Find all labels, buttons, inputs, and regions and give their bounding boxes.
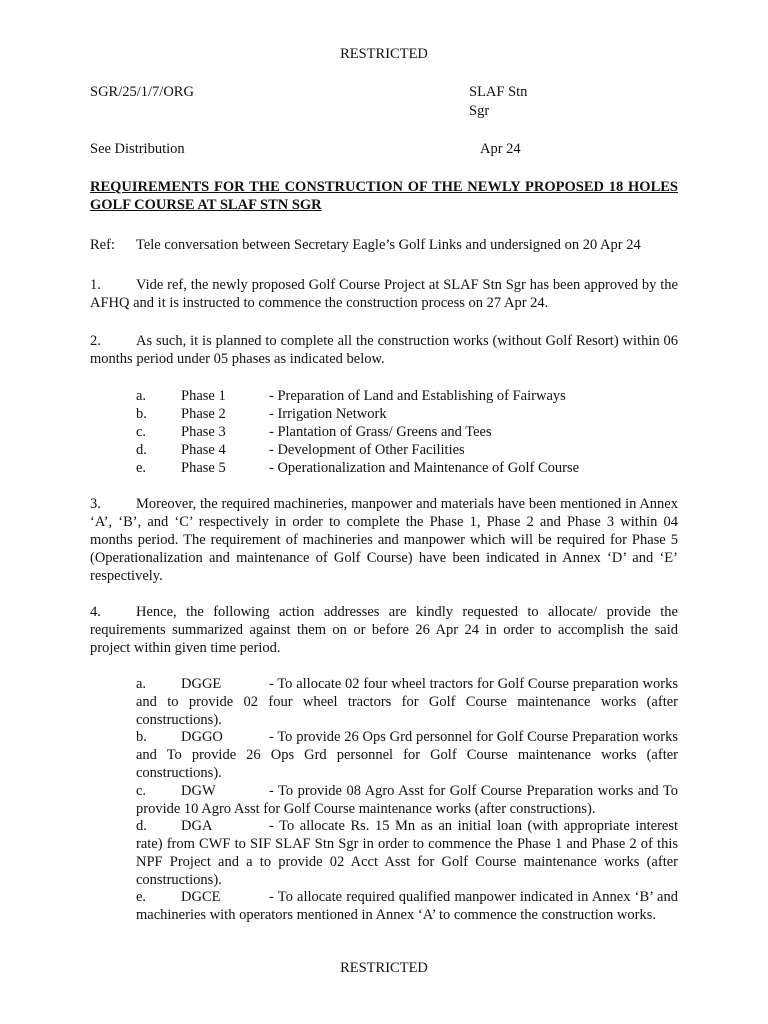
phase-letter: a. — [136, 388, 147, 404]
phase-name: Phase 5 — [181, 460, 226, 476]
phase-description: - Operationalization and Maintenance of Golf Course — [269, 460, 580, 476]
paragraph-2-number: 2. — [90, 333, 101, 349]
action-item-dga — [136, 817, 678, 889]
action-letter: b. — [136, 729, 147, 745]
list-item — [0, 406, 768, 424]
paragraph-1-text: Vide ref, the newly proposed Golf Course Project at SLAF Stn Sgr has been approved by the AFHQ and it is instructed to commence the construction process on 27 Apr 24. — [90, 277, 678, 311]
phase-letter: c. — [136, 424, 147, 440]
action-letter: c. — [136, 783, 147, 799]
action-addressee: DGGE — [181, 676, 222, 692]
action-addressee: DGW — [181, 783, 216, 799]
phase-description: - Development of Other Facilities — [269, 442, 465, 458]
paragraph-1-number: 1. — [90, 277, 101, 293]
paragraph-1 — [90, 276, 678, 312]
action-letter: a. — [136, 676, 147, 692]
phase-name: Phase 3 — [181, 424, 226, 440]
document-title: REQUIREMENTS FOR THE CONSTRUCTION OF THE NEWLY PROPOSED 18 HOLES GOLF COURSE AT SLAF STN SGR — [90, 179, 678, 213]
paragraph-4-number: 4. — [90, 604, 101, 620]
phase-letter: e. — [136, 460, 147, 476]
ref-label: Ref: — [90, 237, 115, 253]
phase-description: - Plantation of Grass/ Greens and Tees — [269, 424, 492, 440]
action-text: - To provide 26 Ops Grd personnel for Golf Course Preparation works and To provide 26 Ops Grd personnel for Golf Course maintenance works (after constructions). — [136, 729, 678, 781]
phase-description: - Preparation of Land and Establishing of Fairways — [269, 388, 566, 404]
phase-name: Phase 1 — [181, 388, 226, 404]
paragraph-2 — [90, 332, 678, 368]
letter-date: Apr 24 — [480, 141, 521, 157]
paragraph-4-text: Hence, the following action addresses are kindly requested to allocate/ provide the requirements summarized against them on or before 26 Apr 24 in order to accomplish the said project within given time period. — [90, 604, 678, 656]
phase-name: Phase 2 — [181, 406, 226, 422]
action-item-dggo — [136, 728, 678, 782]
sender-location: Sgr — [469, 103, 490, 119]
paragraph-3 — [90, 495, 678, 585]
phase-letter: d. — [136, 442, 147, 458]
footer-classification: RESTRICTED — [340, 960, 428, 976]
action-text: - To allocate required qualified manpower indicated in Annex ‘B’ and machineries with operators mentioned in Annex ‘A’ to commence the construction works. — [136, 889, 678, 923]
addressee: See Distribution — [90, 141, 185, 157]
file-reference: SGR/25/1/7/ORG — [90, 84, 194, 100]
list-item — [0, 388, 768, 406]
phase-name: Phase 4 — [181, 442, 226, 458]
phase-letter: b. — [136, 406, 147, 422]
action-item-dgw — [136, 782, 678, 818]
list-item — [0, 460, 768, 478]
header-classification: RESTRICTED — [340, 46, 428, 62]
action-item-dgge — [136, 675, 678, 729]
action-text: - To allocate 02 four wheel tractors for Golf Course preparation works and to provide 02 four wheel tractors for Golf Course maintenance works (after constructions). — [136, 676, 678, 728]
ref-text: Tele conversation between Secretary Eagle’s Golf Links and undersigned on 20 Apr 24 — [136, 237, 641, 253]
paragraph-4 — [90, 603, 678, 657]
list-item — [0, 424, 768, 442]
paragraph-3-text: Moreover, the required machineries, manpower and materials have been mentioned in Annex ‘A’, ‘B’, and ‘C’ respectively in order to complete the Phase 1, Phase 2 and Phase 3 within 04 months period. The requirement of machineries and manpower which will be required for Phase 5 (Operationalization and maintenance of Golf Course) have been indicated in Annex ‘D’ and ‘E’ respectively. — [90, 496, 678, 584]
action-addressee: DGA — [181, 818, 213, 834]
action-addressee: DGCE — [181, 889, 221, 905]
action-addressee: DGGO — [181, 729, 223, 745]
action-item-dgce — [136, 888, 678, 924]
sender-unit: SLAF Stn — [469, 84, 528, 100]
phase-description: - Irrigation Network — [269, 406, 387, 422]
paragraph-3-number: 3. — [90, 496, 101, 512]
action-text: - To allocate Rs. 15 Mn as an initial loan (with appropriate interest rate) from CWF to SIF SLAF Stn Sgr in order to commence the Phase 1 and Phase 2 of this NPF Project and a to provide 02 Acct Asst for Golf Course maintenance works (after constructions). — [136, 818, 678, 888]
action-letter: d. — [136, 818, 147, 834]
paragraph-2-text: As such, it is planned to complete all the construction works (without Golf Resort) within 06 months period under 05 phases as indicated below. — [90, 333, 678, 367]
action-letter: e. — [136, 889, 147, 905]
action-text: - To provide 08 Agro Asst for Golf Course Preparation works and To provide 10 Agro Asst for Golf Course maintenance works (after constructions). — [136, 783, 678, 817]
list-item — [0, 442, 768, 460]
